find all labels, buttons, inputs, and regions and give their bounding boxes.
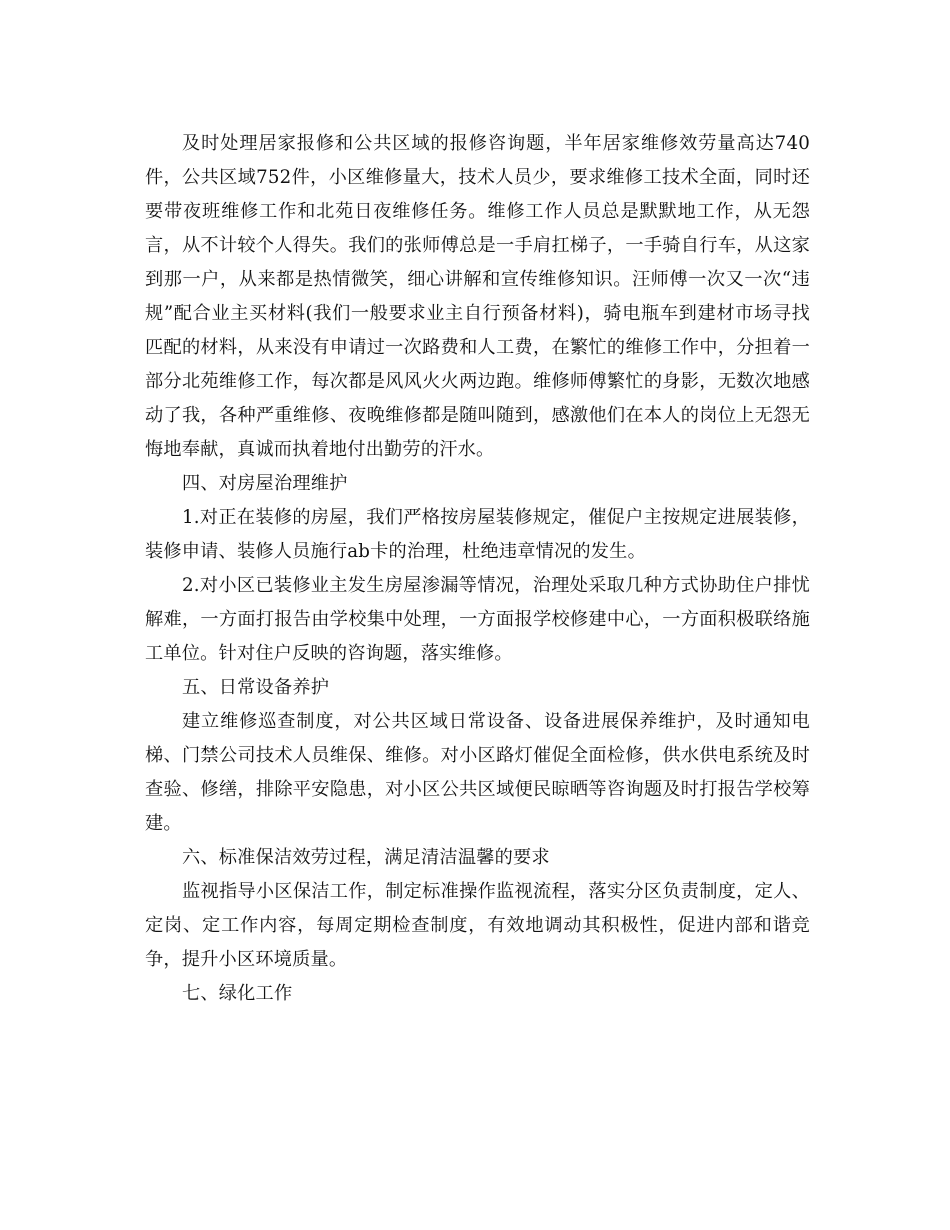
paragraph-cleaning-supervision: 监视指导小区保洁工作，制定标准操作监视流程，落实分区负责制度，定人、定岗、定工作内容，每周定期检查制度，有效地调动其积极性，促进内部和谐竞争，提升小区环境质量。 xyxy=(145,881,810,970)
paragraph-maintenance-service: 及时处理居家报修和公共区域的报修咨询题，半年居家维修效劳量高达740件，公共区域752件，小区维修量大，技术人员少，要求维修工技术全面，同时还要带夜班维修工作和北苑日夜维修任务。维修工作人员总是默默地工作，从无怨言，从不计较个人得失。我们的张师傅总是一手肩扛梯子，一手骑自行车，从这家到那一户，从来都是热情微笑，细心讲解和宣传维修知识。汪师傅一次又一次“违规”配合业主买材料(我们一般要求业主自行预备材料)，骑电瓶车到建材市场寻找匹配的材料，从来没有申请过一次路费和人工费，在繁忙的维修工作中，分担着一部分北苑维修工作，每次都是风风火火两边跑。维修师傅繁忙的身影，无数次地感动了我，各种严重维修、夜晚维修都是随叫随到，感激他们在本人的岗位上无怨无悔地奉献，真诚而执着地付出勤劳的汗水。 xyxy=(145,133,810,460)
paragraph-renovation-management: 1.对正在装修的房屋，我们严格按房屋装修规定，催促户主按规定进展装修，装修申请、装修人员施行ab卡的治理，杜绝违章情况的发生。 xyxy=(145,507,810,562)
paragraph-leakage-handling: 2.对小区已装修业主发生房屋渗漏等情况，治理处采取几种方式协助住户排忧解难，一方面打报告由学校集中处理，一方面报学校修建中心，一方面积极联络施工单位。针对住户反映的咨询题，落实维修。 xyxy=(145,575,810,664)
section-heading-house-management: 四、对房屋治理维护 xyxy=(182,473,348,494)
document-body xyxy=(145,127,810,1011)
paragraph-inspection-system: 建立维修巡查制度，对公共区域日常设备、设备进展保养维护，及时通知电梯、门禁公司技术人员维保、维修。对小区路灯催促全面检修，供水供电系统及时查验、修缮，排除平安隐患，对小区公共区域便民晾晒等咨询题及时打报告学校筹建。 xyxy=(145,711,810,834)
section-heading-equipment-maintenance: 五、日常设备养护 xyxy=(182,677,330,698)
section-heading-cleaning-service: 六、标准保洁效劳过程，满足清洁温馨的要求 xyxy=(182,847,550,868)
section-heading-greening: 七、绿化工作 xyxy=(182,983,293,1004)
